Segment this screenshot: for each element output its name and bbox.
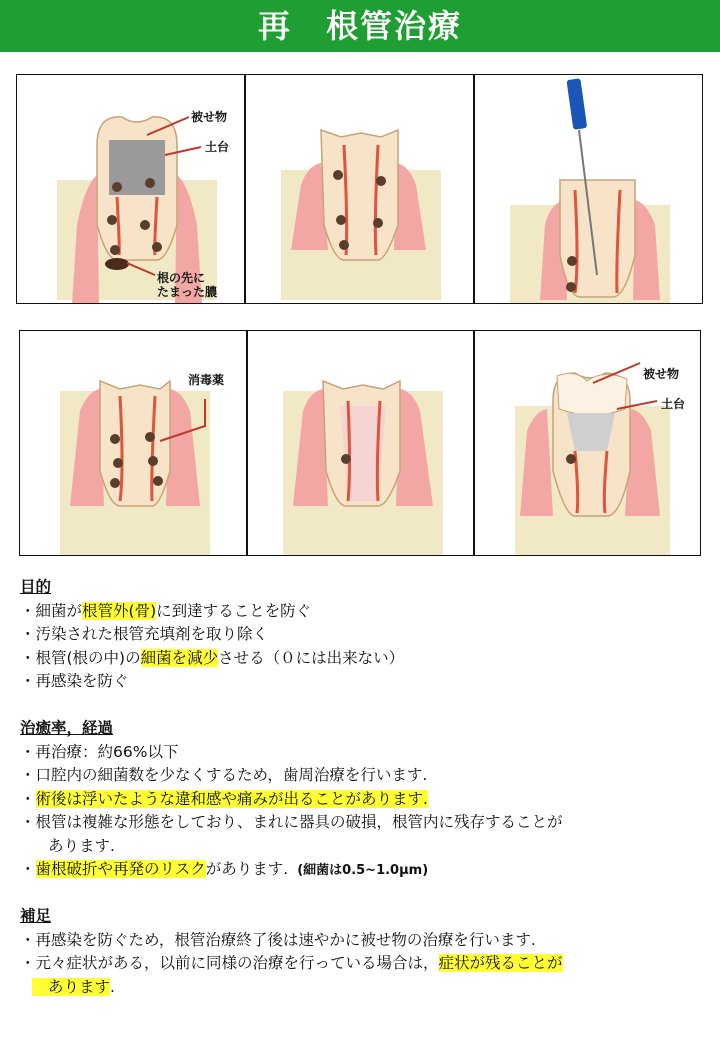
text-line: あります. [20,976,710,1000]
label-core: 土台 [205,140,230,154]
tooth-diagram [248,331,474,556]
text-line: ・再感染を防ぐため，根管治療終了後は速やかに被せ物の治療を行います. [20,930,536,949]
highlighted-text: あります [32,978,110,996]
highlighted-text: 細菌を減少 [140,648,219,667]
text-line: ・歯根破折や再発のリスクがあります. (細菌は0.5~1.0μm) [20,860,429,878]
tooth-diagram [20,331,247,556]
label-crown: 被せ物 [643,367,680,381]
text-line: ・汚染された根管充填剤を取り除く [20,625,269,643]
tooth-diagram [246,75,474,304]
bacteria-icon [341,454,351,464]
panel-filling [247,330,474,556]
text-line: ・元々症状がある，以前に同様の治療を行っている場合は，症状が残ることが [20,954,563,972]
text-line: ・再治療：約66%以下 [20,742,179,761]
highlighted-text: 根管外(骨) [82,601,157,620]
label-core: 土台 [661,397,686,411]
panel-root-canal-cleaning [474,74,703,304]
section-heading: 治癒率，経過 [20,719,114,737]
page-title: 再 根管治療 [0,0,720,52]
highlighted-text: 術後は浮いたような違和感や痛みが出ることがあります. [35,789,428,808]
text-line: ・根管(根の中)の細菌を減少させる（０には出来ない） [20,648,405,667]
tooth-diagram [475,331,701,556]
panel-new-crown [474,330,701,556]
label-pus: 根の先に たまった膿 [157,271,218,299]
highlighted-text: 症状が残ることが [438,954,563,972]
text-line: ・再感染を防ぐ [20,672,129,690]
bacteria-icon [566,454,576,464]
section-heading: 目的 [20,578,52,596]
highlighted-text: 歯根破折や再発のリスク [35,860,206,878]
text-line: あります. [48,836,115,855]
panel-infected-tooth [16,74,245,304]
explanation-text [20,576,710,999]
pus-icon [105,258,129,270]
label-crown: 被せ物 [191,110,228,124]
panel-crown-removed [245,74,474,304]
panel-disinfection [19,330,247,556]
label-medicine: 消毒薬 [188,373,225,387]
text-line: ・細菌が根管外(骨)に到達することを防ぐ [20,601,312,620]
text-line: ・口腔内の細菌数を少なくするため，歯周治療を行います. [20,766,428,784]
text-line: ・術後は浮いたような違和感や痛みが出ることがあります. [20,789,428,808]
tooth-diagram [475,75,703,304]
section-heading: 補足 [20,907,52,925]
text-line: ・根管は複雑な形態をしており、まれに器具の破損，根管内に残存することが [20,813,563,831]
